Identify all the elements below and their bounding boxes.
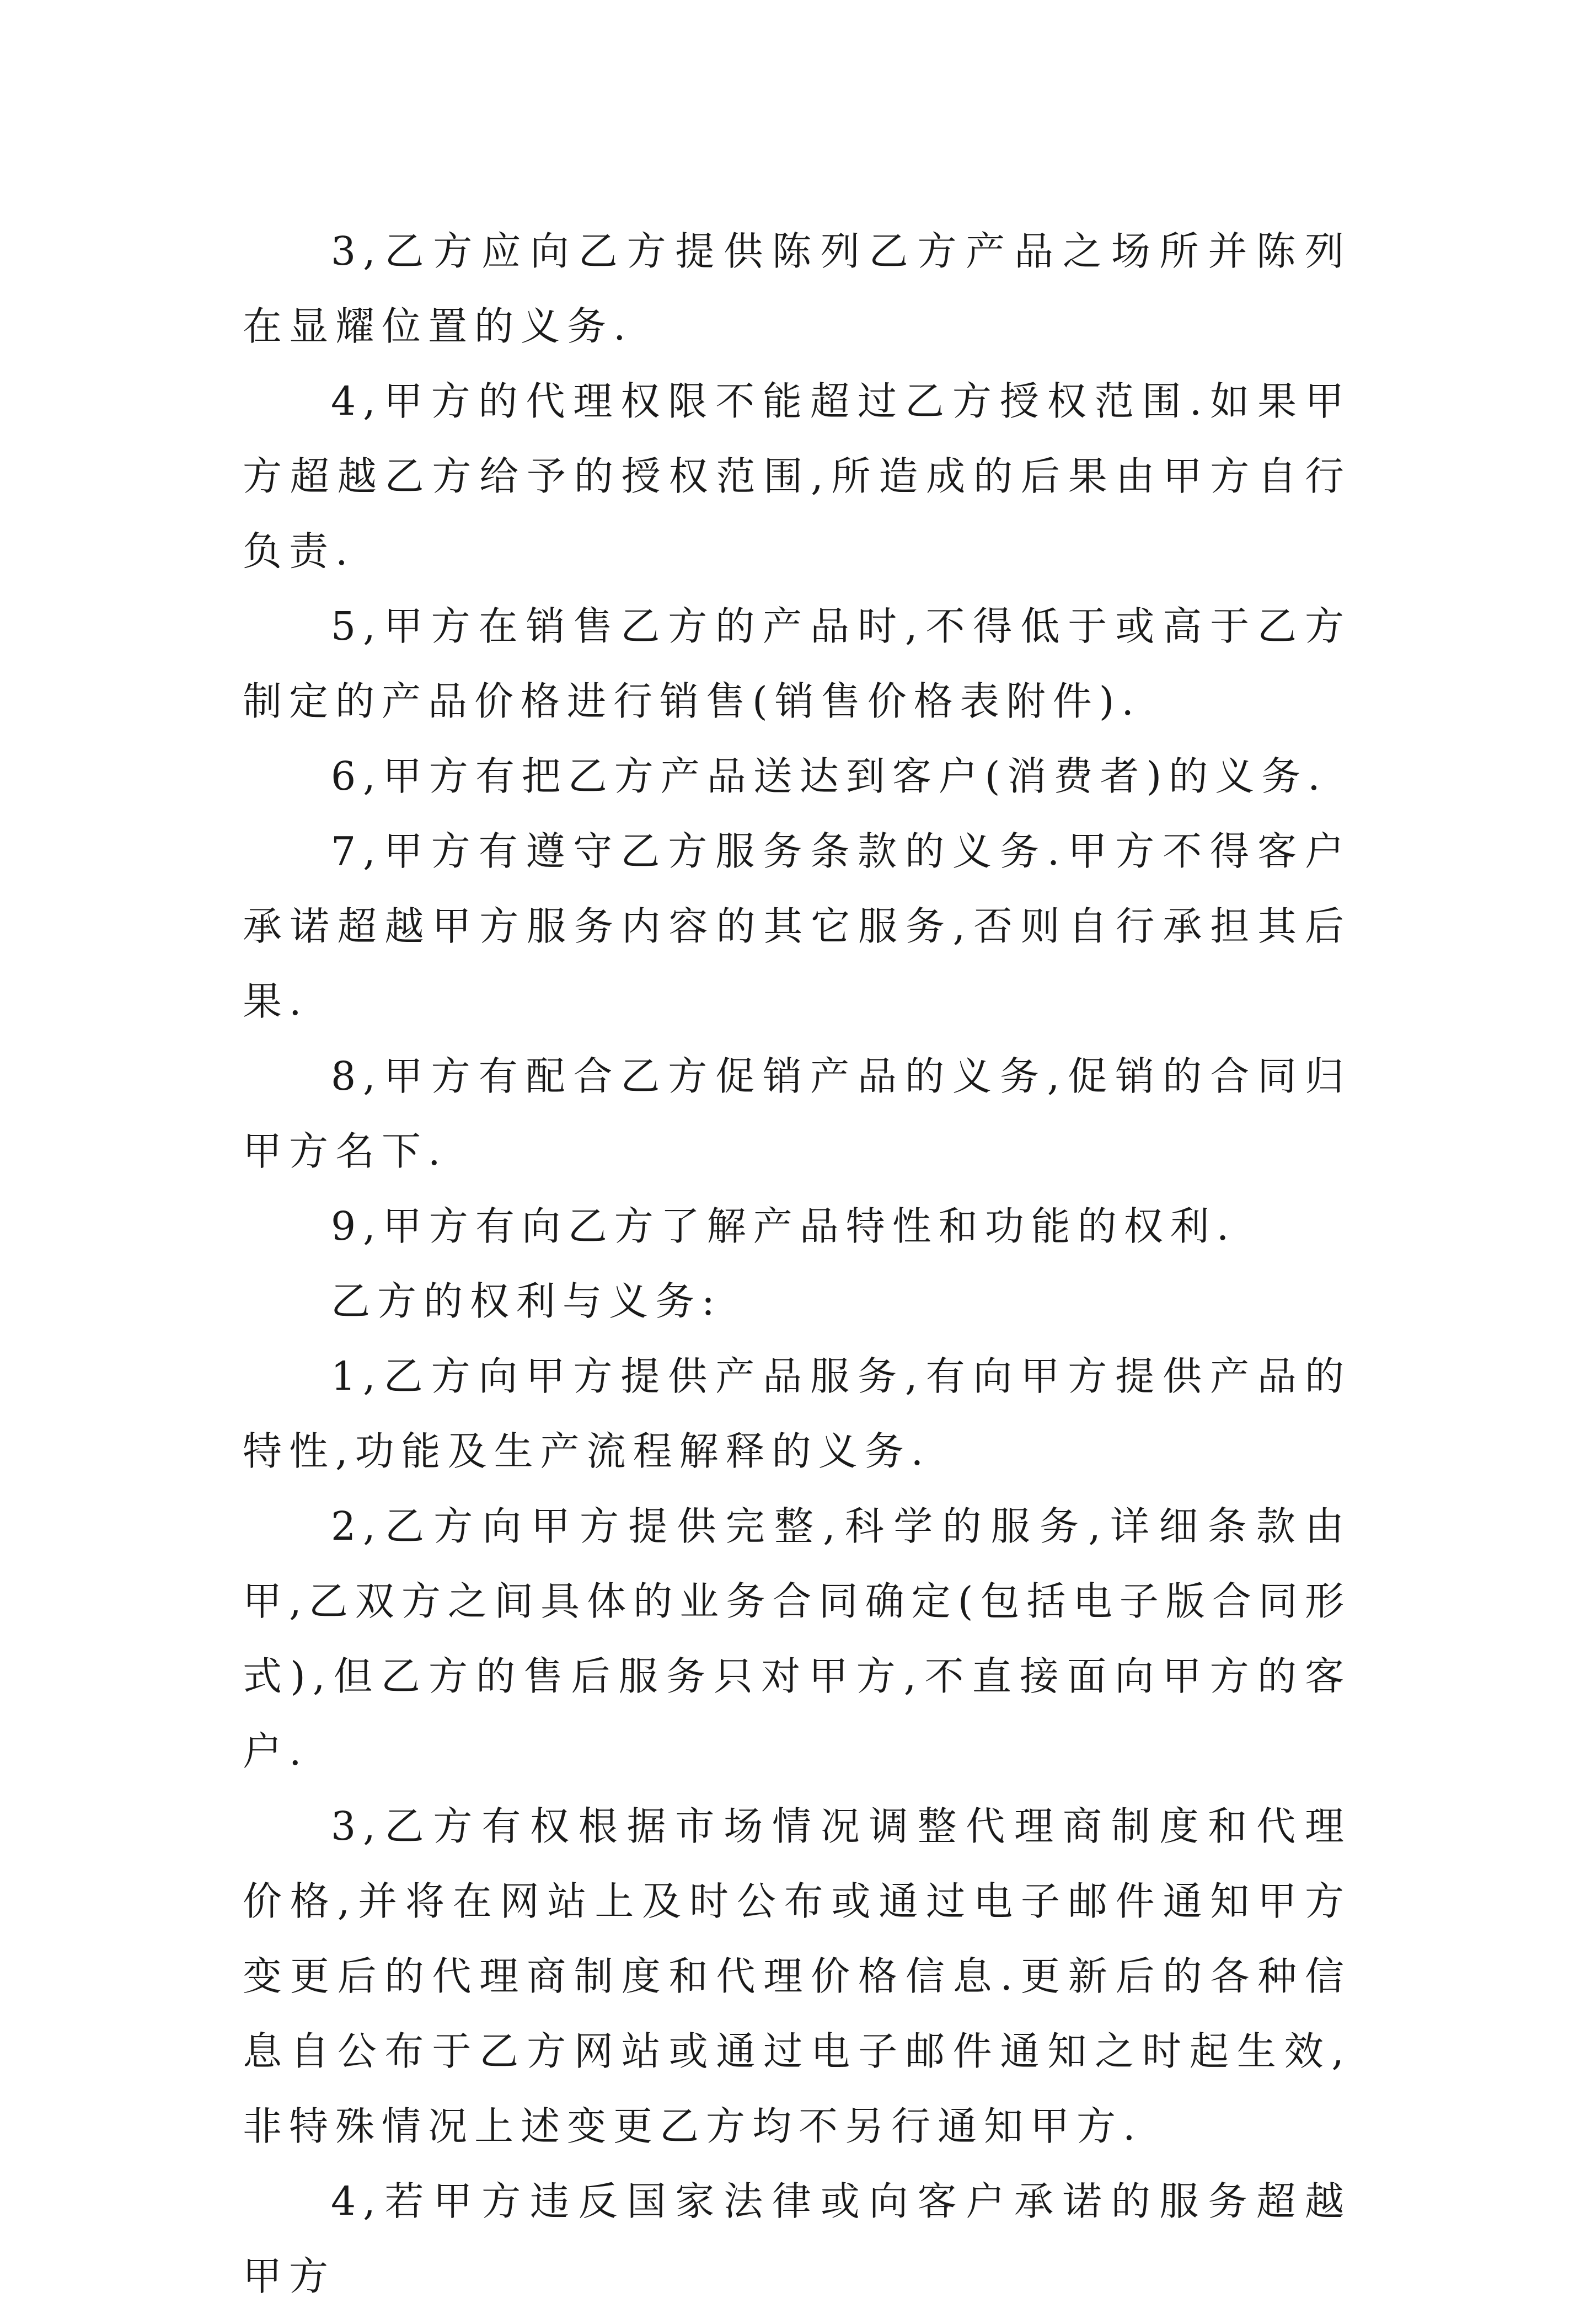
document-body — [243, 214, 1351, 2314]
paragraph-delivery: 6,甲方有把乙方产品送达到客户(消费者)的义务. — [331, 753, 1327, 799]
paragraph-violation: 4,若甲方违反国家法律或向客户承诺的服务超越甲方 — [243, 2178, 1351, 2299]
paragraph-pricing: 5,甲方在销售乙方的产品时,不得低于或高于乙方制定的产品价格进行销售(销售价格表附件). — [243, 603, 1351, 724]
section-heading-party-b: 乙方的权利与义务: — [331, 1278, 722, 1324]
paragraph-complete-service: 2,乙方向甲方提供完整,科学的服务,详细条款由甲,乙双方之间具体的业务合同确定(包括电子版合同形式),但乙方的售后服务只对甲方,不直接面向甲方的客户. — [243, 1503, 1351, 1774]
paragraph-party-b-display-duty: 3,乙方应向乙方提供陈列乙方产品之场所并陈列在显耀位置的义务. — [243, 228, 1351, 349]
paragraph-price-adjustment: 3,乙方有权根据市场情况调整代理商制度和代理价格,并将在网站上及时公布或通过电子邮件通知甲方变更后的代理商制度和代理价格信息.更新后的各种信息自公布于乙方网站或通过电子邮件通知之时起生效,非特殊情况上述变更乙方均不另行通知甲方. — [243, 1803, 1351, 2149]
paragraph-product-service: 1,乙方向甲方提供产品服务,有向甲方提供产品的特性,功能及生产流程解释的义务. — [243, 1353, 1351, 1474]
paragraph-product-info-right: 9,甲方有向乙方了解产品特性和功能的权利. — [331, 1203, 1236, 1249]
paragraph-service-terms: 7,甲方有遵守乙方服务条款的义务.甲方不得客户承诺超越甲方服务内容的其它服务,否则自行承担其后果. — [243, 828, 1351, 1024]
paragraph-authority-limit: 4,甲方的代理权限不能超过乙方授权范围.如果甲方超越乙方给予的授权范围,所造成的后果由甲方自行负责. — [243, 378, 1351, 574]
paragraph-promotion: 8,甲方有配合乙方促销产品的义务,促销的合同归甲方名下. — [243, 1053, 1351, 1174]
